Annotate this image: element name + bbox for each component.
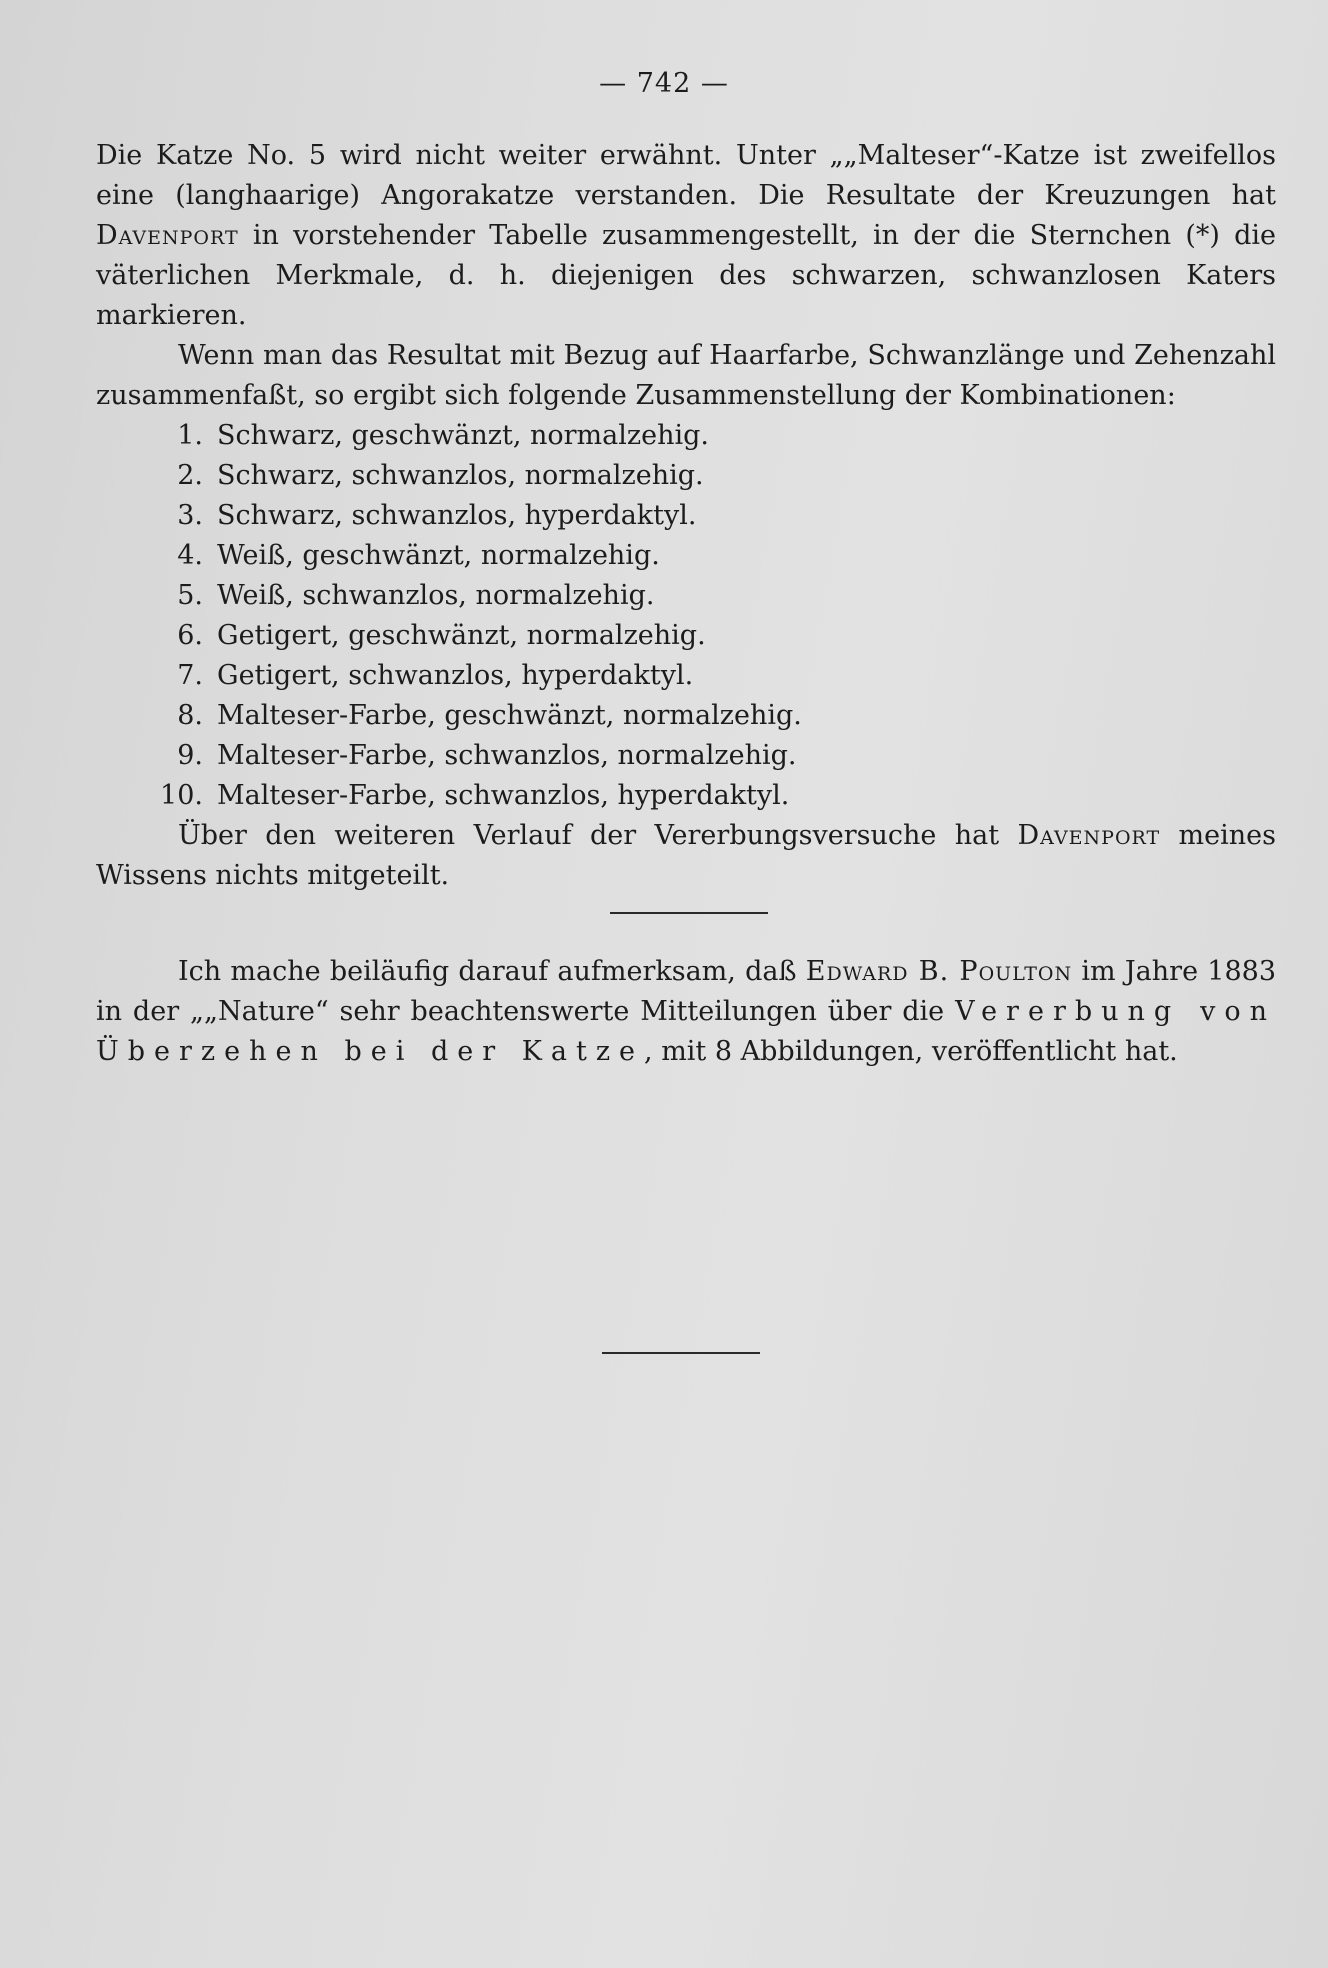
main-text <box>96 136 1276 896</box>
list-item <box>96 456 1276 496</box>
paragraph-verlauf-pre: Über den weiteren Verlauf der Vererbungsversuche hat <box>178 820 1018 851</box>
author-davenport: Davenport <box>96 220 239 251</box>
author-poulton: Edward B. Poulton <box>805 956 1073 987</box>
list-item-number: 10. <box>160 780 203 811</box>
paragraph-resultate-post: in vorstehender Tabelle zusammengestellt, in der die Sternchen (*) die väterlichen Merkmale, d. h. diejenigen des schwarzen, schwanzlosen Katers markieren. <box>96 220 1276 331</box>
paragraph-resultate <box>96 136 1276 336</box>
list-item-number: 7. <box>177 660 203 691</box>
list-item <box>96 576 1276 616</box>
list-item <box>96 736 1276 776</box>
section-divider <box>610 912 768 914</box>
end-divider <box>602 1352 760 1354</box>
page-number: — 742 — <box>599 68 729 99</box>
paragraph-verlauf <box>96 816 1276 896</box>
list-item-text: Malteser-Farbe, schwanzlos, normalzehig. <box>217 740 797 771</box>
list-item-text: Getigert, schwanzlos, hyperdaktyl. <box>217 660 694 691</box>
list-item-text: Weiß, geschwänzt, normalzehig. <box>217 540 660 571</box>
list-item-text: Malteser-Farbe, geschwänzt, normalzehig. <box>217 700 802 731</box>
list-item <box>96 416 1276 456</box>
list-item <box>96 776 1276 816</box>
list-item-number: 6. <box>177 620 203 651</box>
list-item <box>96 536 1276 576</box>
paragraph-verlauf-post: meines Wissens nichts mitgeteilt. <box>96 820 1276 891</box>
emphasized-title: Vererbung von Überzehen bei der Katze <box>96 996 1276 1067</box>
list-item-number: 4. <box>177 540 203 571</box>
list-item-text: Schwarz, schwanzlos, normalzehig. <box>217 460 704 491</box>
list-item <box>96 616 1276 656</box>
list-item-number: 1. <box>177 420 203 451</box>
paragraph-poulton-post: , mit 8 Abbildungen, veröffentlicht hat. <box>644 1036 1178 1067</box>
list-item <box>96 496 1276 536</box>
paragraph-poulton-mid: im Jahre 1883 in der „„Nature“ sehr beachtenswerte Mitteilungen über die <box>96 956 1276 1027</box>
paragraph-poulton <box>96 952 1276 1072</box>
list-item-text: Weiß, schwanzlos, normalzehig. <box>217 580 655 611</box>
list-item-number: 9. <box>177 740 203 771</box>
list-item-text: Getigert, geschwänzt, normalzehig. <box>217 620 706 651</box>
paragraph-resultate-pre: Die Katze No. 5 wird nicht weiter erwähnt. Unter „„Malteser“-Katze ist zweifellos eine (langhaarige) Angorakatze verstanden. Die Resultate der Kreuzungen hat <box>96 140 1276 211</box>
list-item-number: 3. <box>177 500 203 531</box>
author-davenport: Davenport <box>1017 820 1161 851</box>
list-item <box>96 696 1276 736</box>
list-item-text: Schwarz, geschwänzt, normalzehig. <box>217 420 709 451</box>
list-item-number: 8. <box>177 700 203 731</box>
note-text <box>96 952 1276 1072</box>
paragraph-zusammenfassung: Wenn man das Resultat mit Bezug auf Haarfarbe, Schwanzlänge und Zehenzahl zusammenfaßt, so ergibt sich folgende Zusammenstellung der Kombinationen: <box>96 340 1276 411</box>
list-item <box>96 656 1276 696</box>
list-item-text: Schwarz, schwanzlos, hyperdaktyl. <box>217 500 697 531</box>
list-item-text: Malteser-Farbe, schwanzlos, hyperdaktyl. <box>217 780 790 811</box>
list-item-number: 5. <box>177 580 203 611</box>
paragraph-poulton-pre: Ich mache beiläufig darauf aufmerksam, daß <box>178 956 806 987</box>
list-item-number: 2. <box>177 460 203 491</box>
combination-list <box>96 416 1276 816</box>
